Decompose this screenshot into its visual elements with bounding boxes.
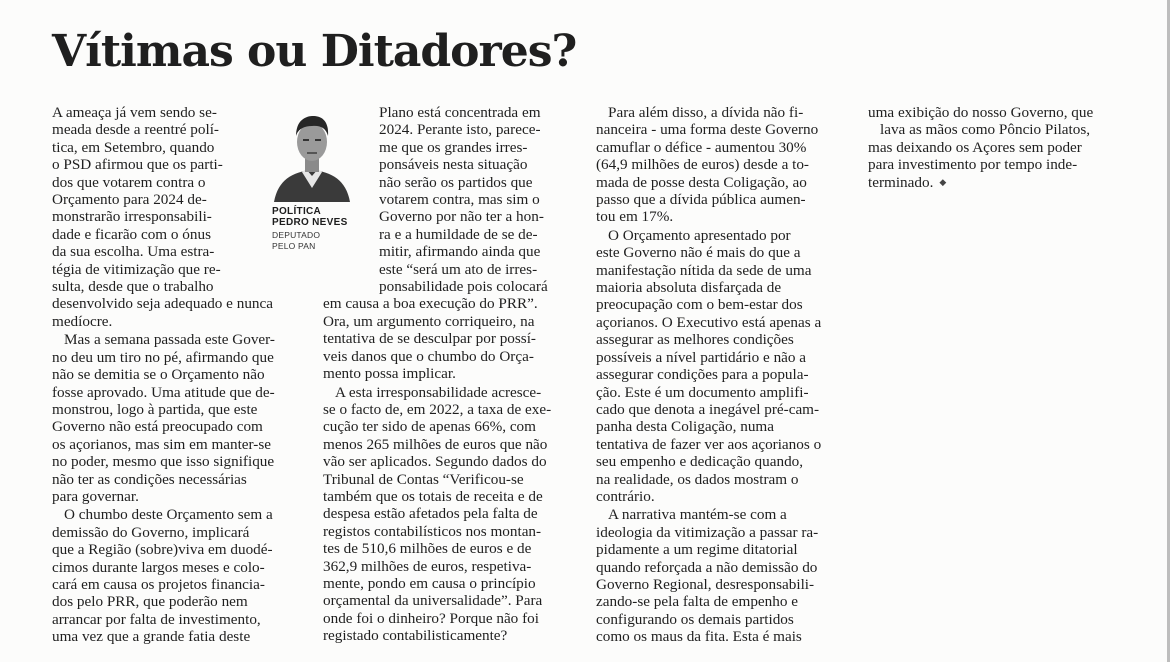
paragraph: A esta irresponsabilidade acresce- se o facto de, em 2022, a taxa de exe- cução ter sido de apenas 66%, com menos 265 milhões de euros que não vão ser aplicados. Segundo dados do Tribunal de Contas “Verificou-se também que os totais de receita e de despesa estão afetados pela falta de registos contabilísticos nos montan- tes de 510,6 milhões de euros e de 362,9 milhões de euros, respetiva- mente, pondo em causa o princípio orçamental da universalidade”. Para onde foi o dinheiro? Porque não foi registado contabilisticamente? [323,383,552,645]
headline: Vítimas ou Ditadores? [52,26,577,77]
paragraph: Para além disso, a dívida não fi- nanceira - uma forma deste Governo camuflar o défice - aumentou 30% (64,9 milhões de euros) desde a to- mada de posse desta Coligação, ao passo que a dívida pública aumen- tou em 17%. [596,104,819,226]
article-column-4 [868,104,1128,192]
paragraph: lava as mãos como Pôncio Pilatos, mas deixando os Açores sem poder para investimento por tempo inde- terminado. ◆ [868,121,1091,191]
author-name: PEDRO NEVES [272,217,348,228]
paragraph: Mas a semana passada este Gover- no deu um tiro no pé, afirmando que não se demitia se o Orçamento não fosse aprovado. Uma atitude que de- monstrou, logo à partida, que este Governo não está preocupado com os açorianos, mas sim em manter-se no poder, mesmo que isso signifique não ter as condições necessárias para governar. [52,331,275,505]
article-column-3 [596,104,848,646]
article-column-2 [323,104,575,645]
paragraph: A ameaça já vem sendo se- meada desde a reentré polí- tica, em Setembro, quando o PSD afirmou que os parti- dos que votarem contra o Orçamento para 2024 de- monstrarão irresponsabili- dade e ficarão com o ónus da sua escolha. Uma estra- tégia de vitimização que re- sulta, desde que o trabalho desenvolvido seja adequado e nunca medíocre. [52,104,273,330]
article-column-1 [52,104,302,646]
author-role: DEPUTADO PELO PAN [272,230,321,251]
end-of-article-icon: ◆ [939,177,947,188]
paragraph: uma exibição do nosso Governo, que [868,104,1094,121]
paragraph: O Orçamento apresentado por este Governo não é mais do que a manifestação nítida da sede de uma maioria absoluta disfarçada de preocupação com o bem-estar dos açorianos. O Executivo está apenas a assegurar as melhores condições possíveis a nível partidário e não a assegurar condições para a popula- ção. Este é um documento amplifi- cado que denota a inegável pré-cam- panha desta Coligação, numa tentativa de fazer ver aos açorianos o seu empenho e dedicação quando, na realidade, os dados mostram o contrário. [596,226,822,505]
paragraph: A narrativa mantém-se com a ideologia da vitimização a passar ra- pidamente a um regime ditatorial quando reforçada a não demissão do Governo Regional, desresponsabili- zando-se pela falta de empenho e configurando os demais partidos como os maus da fita. Esta é mais [596,506,819,646]
section-label: POLÍTICA [272,206,322,217]
paragraph: O chumbo deste Orçamento sem a demissão do Governo, implicará que a Região (sobre)viva em duodé- cimos durante largos meses e colo- cará em causa os projetos financia- dos pelo PRR, que poderão nem arrancar por falta de investimento, uma vez que a grande fatia deste [52,506,273,646]
paragraph: Plano está concentrada em 2024. Perante isto, parece- me que os grandes irres- ponsáveis nesta situação não serão os partidos que votarem contra, mas sim o Governo por não ter a hon- ra e a humildade de se de- mitir, afirmando ainda que este “será um ato de irres- ponsabilidade pois colocará em causa a boa execução do PRR”. Ora, um argumento corriqueiro, na tentativa de se desculpar por possí- veis danos que o chumbo do Orça- mento possa implicar. [323,104,548,383]
